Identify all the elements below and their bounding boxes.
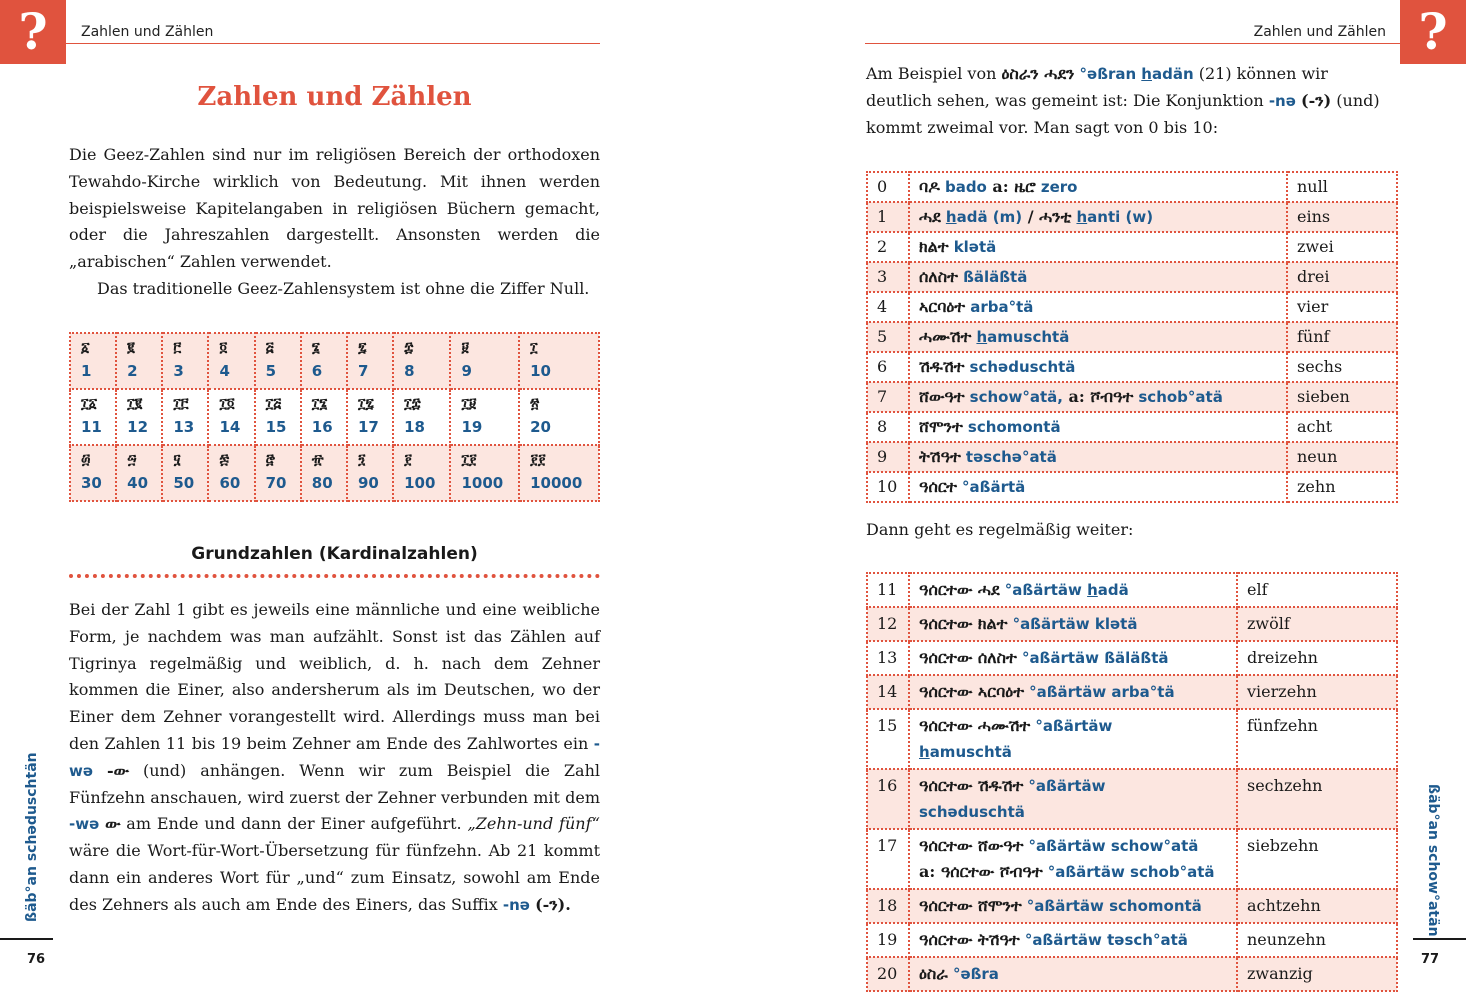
table-row: 8 ሸሞንተ schomontä acht <box>867 412 1397 442</box>
intro-paragraph: Die Geez-Zahlen sind nur im religiösen Bereich der orthodoxen Tewahdo-Kirche wirklich von Bedeutung. Mit ihnen werden beispielsweise Kapitelangaben in religiösen Büchern gemacht, oder die Jahreszahlen dargestellt. Ansonsten werden die „arabischen“ Zahlen verwendet. <box>69 145 600 272</box>
footer-rule-left <box>0 938 53 940</box>
geez-cell: ፷ 60 <box>208 445 254 501</box>
dotted-divider <box>69 574 600 578</box>
geez-cell: ፪ 2 <box>116 333 162 389</box>
geez-row-3 <box>70 445 599 501</box>
table-row: 6 ሽዱሽተ schəduschtä sechs <box>867 352 1397 382</box>
geez-cell: ፲፰ 18 <box>393 389 450 445</box>
subheading-cardinal-numbers: Grundzahlen (Kardinalzahlen) <box>191 544 478 564</box>
question-mark-icon: ? <box>1400 0 1466 64</box>
geez-cell: ፩ 1 <box>70 333 116 389</box>
header-rule-left <box>66 43 600 44</box>
geez-cell: ፵ 40 <box>116 445 162 501</box>
table-row: 7 ሸውዓተ schow°atä, a: ሾብዓተ schob°atä sieben <box>867 382 1397 412</box>
side-label-right: ßäb°an schow°atän <box>1425 784 1441 937</box>
geez-cell: ፮ 6 <box>301 333 347 389</box>
geez-cell: ፲፭ 15 <box>255 389 301 445</box>
geez-cell: ፲፫ 13 <box>162 389 208 445</box>
table-row: 4 ኣርባዕተ arba°tä vier <box>867 292 1397 322</box>
geez-cell: ፲ 10 <box>519 333 599 389</box>
table-row: 15 ዓሰርተው ሓሙሽተ °aßärtäw hamuschtä fünfzehn <box>867 709 1397 769</box>
geez-cell: ፭ 5 <box>255 333 301 389</box>
geez-row-2 <box>70 389 599 445</box>
geez-cell: ፱ 9 <box>450 333 519 389</box>
geez-cell: ፶ 50 <box>162 445 208 501</box>
running-head-left: Zahlen und Zählen <box>81 24 214 40</box>
footer-rule-right <box>1413 938 1466 940</box>
side-label-left: ßäb°an schəduschtän <box>24 752 40 922</box>
table-row: 17 ዓሰርተው ሸውዓተ °aßärtäw schow°atä a: ዓሰርተው ሾብዓተ °aßärtäw schob°atä siebzehn <box>867 829 1397 889</box>
table-row: 2 ክልተ klətä zwei <box>867 232 1397 262</box>
table-row: 5 ሓሙሽተ hamuschtä fünf <box>867 322 1397 352</box>
geez-cell: ፬ 4 <box>208 333 254 389</box>
geez-cell: ፻፻ 10000 <box>519 445 599 501</box>
numbers-table-0-10 <box>866 171 1398 503</box>
geez-cell: ፴ 30 <box>70 445 116 501</box>
right-intro-paragraph: Am Beispiel von ዕስራን ሓደን °əßran hadän (21) können wir deutlich sehen, was gemeint ist: Die Konjunktion -nə (-ን) (und) kommt zweimal vor. Man sagt von 0 bis 10: <box>866 64 1380 137</box>
table-row: 1 ሓደ hadä (m) / ሓንቲ hanti (w) eins <box>867 202 1397 232</box>
table-row: 9 ትሽዓተ təschə°atä neun <box>867 442 1397 472</box>
geez-cell: ፰ 8 <box>393 333 450 389</box>
geez-cell: ፲፮ 16 <box>301 389 347 445</box>
intro-paragraph-2: Das traditionelle Geez-Zahlensystem ist ohne die Ziffer Null. <box>97 279 590 298</box>
table-row: 3 ሰለስተ ßäläßtä drei <box>867 262 1397 292</box>
question-mark-icon: ? <box>0 0 66 64</box>
geez-cell: ፲፪ 12 <box>116 389 162 445</box>
geez-cell: ፸ 70 <box>255 445 301 501</box>
table-row: 19 ዓሰርተው ትሽዓተ °aßärtäw təsch°atä neunzehn <box>867 923 1397 957</box>
geez-cell: ፫ 3 <box>162 333 208 389</box>
geez-cell: ፻ 100 <box>393 445 450 501</box>
geez-cell: ፹ 80 <box>301 445 347 501</box>
table-row: 10 ዓሰርተ °aßärtä zehn <box>867 472 1397 502</box>
table-row: 13 ዓሰርተው ሰለስተ °aßärtäw ßäläßtä dreizehn <box>867 641 1397 675</box>
mid-text: Dann geht es regelmäßig weiter: <box>866 520 1134 539</box>
geez-cell: ፺ 90 <box>347 445 393 501</box>
header-rule-right <box>865 43 1400 44</box>
table-row: 0 ባዶ bado a: ዜሮ zero null <box>867 172 1397 202</box>
geez-cell: ፲፩ 11 <box>70 389 116 445</box>
geez-cell: ፯ 7 <box>347 333 393 389</box>
table-row: 16 ዓሰርተው ሽዱሽተ °aßärtäw schəduschtä sechzehn <box>867 769 1397 829</box>
geez-cell: ፳ 20 <box>519 389 599 445</box>
geez-cell: ፲፯ 17 <box>347 389 393 445</box>
table-row: 11 ዓሰርተው ሓደ °aßärtäw hadä elf <box>867 573 1397 607</box>
page-title: Zahlen und Zählen <box>197 82 472 112</box>
numbers-table-11-20 <box>866 572 1398 992</box>
page-number-right: 77 <box>1421 952 1440 967</box>
geez-numerals-table <box>69 332 600 502</box>
table-row: 12 ዓሰርተው ክልተ °aßärtäw klətä zwölf <box>867 607 1397 641</box>
body-paragraph: Bei der Zahl 1 gibt es jeweils eine männliche und eine weibliche Form, je nachdem was man aufzählt. Sonst ist das Zählen auf Tigrinya regelmäßig und weiblich, d. h. nach dem Zehner kommen die Einer, also andersherum als im Deutschen, wo der Einer dem Zehner vorangestellt wird. Allerdings muss man bei den Zahlen 11 bis 19 beim Zehner am Ende des Zahlwortes ein -wə -ው (und) anhängen. Wenn wir zum Beispiel die Zahl Fünfzehn anschauen, wird zuerst der Zehner verbunden mit dem -wə ው am Ende und dann der Einer aufgeführt. „Zehn-und fünf“ wäre die Wort-für-Wort-Übersetzung für fünfzehn. Ab 21 kommt dann ein anderes Wort für „und“ zum Einsatz, sowohl am Ende des Zehners als auch am Ende des Einers, das Suffix -nə (-ን). <box>69 600 600 914</box>
table-row: 14 ዓሰርተው ኣርባዕተ °aßärtäw arba°tä vierzehn <box>867 675 1397 709</box>
table-row: 18 ዓሰርተው ሸሞንተ °aßärtäw schomontä achtzehn <box>867 889 1397 923</box>
page-number-left: 76 <box>27 952 46 967</box>
table-row: 20 ዕስራ °əßra zwanzig <box>867 957 1397 991</box>
geez-row-1 <box>70 333 599 389</box>
running-head-right: Zahlen und Zählen <box>1253 24 1386 40</box>
geez-cell: ፲፻ 1000 <box>450 445 519 501</box>
geez-cell: ፲፱ 19 <box>450 389 519 445</box>
geez-cell: ፲፬ 14 <box>208 389 254 445</box>
